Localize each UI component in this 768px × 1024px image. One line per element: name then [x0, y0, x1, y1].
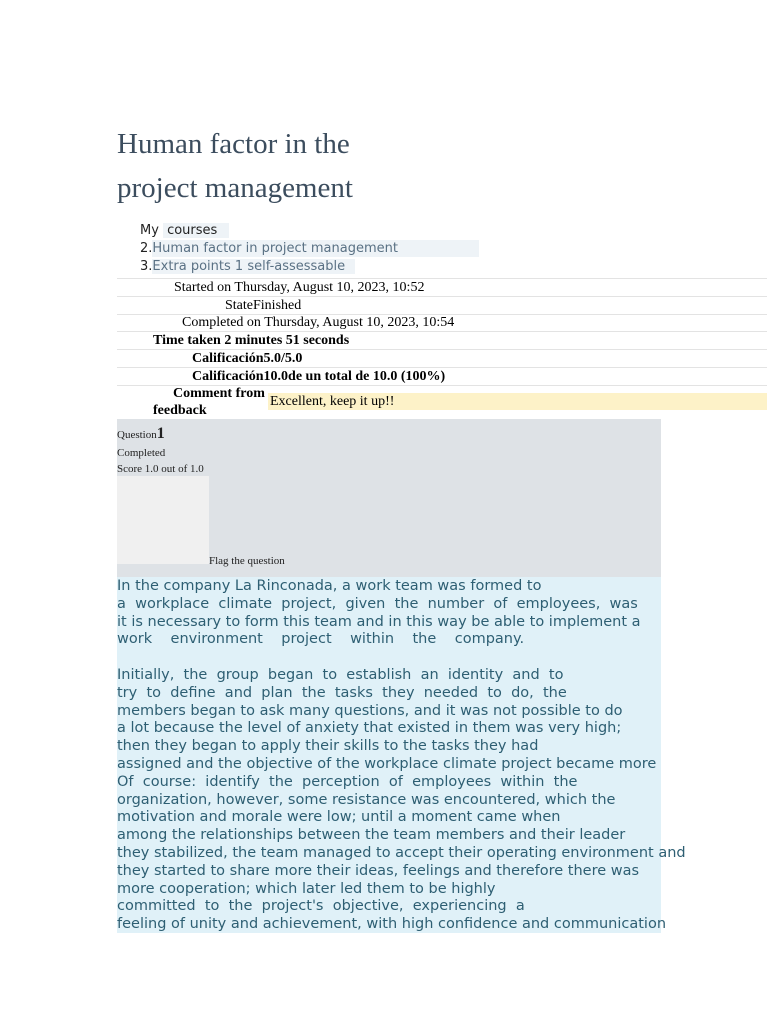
- title-line-2: project management: [117, 172, 353, 204]
- text-line: Initially, the group began to establish an identity and to: [117, 667, 564, 683]
- summary-label: Calificación: [192, 369, 264, 384]
- summary-row-started: [174, 279, 424, 296]
- question-label: Question: [117, 429, 157, 441]
- summary-label: feedback: [153, 403, 207, 418]
- breadcrumb-link-quiz[interactable]: Extra points 1 self-assessable: [152, 259, 355, 274]
- text-line: committed to the project's objective, experiencing a: [117, 898, 525, 915]
- title-line-1: Human factor in the: [117, 128, 350, 160]
- summary-label: Time taken: [153, 333, 221, 348]
- text-line: they stabilized, the team managed to accept their operating environment and: [117, 844, 686, 861]
- text-line: among the relationships between the team members and their leader: [117, 827, 626, 844]
- text-line: feeling of unity and achievement, with high confidence and communication: [117, 916, 667, 933]
- summary-label: Started on: [174, 280, 232, 295]
- feedback-value-box: [268, 393, 767, 410]
- feedback-label-line-2: [153, 402, 207, 419]
- question-paragraph-1: [117, 578, 641, 649]
- summary-value: Finished: [253, 298, 302, 313]
- text-line: a lot because the level of anxiety that existed in them was very high;: [117, 720, 622, 737]
- breadcrumb-item-my-courses[interactable]: [140, 222, 229, 239]
- text-line: assigned and the objective of the workplace climate project became more: [117, 755, 657, 772]
- summary-label: State: [225, 298, 253, 313]
- text-line: motivation and morale were low; until a moment came when: [117, 809, 561, 826]
- feedback-text: Excellent, keep it up!!: [270, 394, 395, 409]
- question-number-value: 1: [156, 425, 165, 442]
- text-line: they started to share more their ideas, feelings and therefore there was: [117, 862, 640, 879]
- breadcrumb-number: 3.: [140, 259, 153, 274]
- feedback-label-line-1: [173, 385, 265, 402]
- text-line: more cooperation; which later led them to be highly: [117, 880, 496, 897]
- summary-row-time-taken: [153, 332, 349, 349]
- summary-label: Comment from: [173, 386, 265, 401]
- breadcrumb-item-quiz[interactable]: [140, 258, 355, 275]
- summary-value: Thursday, August 10, 2023, 10:52: [234, 280, 425, 295]
- page-title: [117, 122, 537, 210]
- breadcrumb-number: 2.: [140, 241, 153, 256]
- summary-row-completed: [182, 314, 454, 331]
- text-line: a workplace climate project, given the number of employees, was: [117, 595, 638, 612]
- breadcrumb-link-course[interactable]: Human factor in project management: [152, 240, 479, 257]
- text-line: work environment project within the company.: [117, 631, 525, 648]
- summary-value: Thursday, August 10, 2023, 10:54: [264, 315, 455, 330]
- question-score: Score 1.0 out of 1.0: [117, 463, 204, 475]
- text-line: Of course: identify the perception of employees within the: [117, 773, 578, 790]
- summary-value: 2 minutes 51 seconds: [224, 333, 350, 348]
- summary-row-grade-marks: [192, 350, 302, 367]
- breadcrumb-item-course[interactable]: [140, 240, 479, 257]
- flag-question-link[interactable]: Flag the question: [209, 555, 285, 567]
- breadcrumb-text-courses: courses: [163, 223, 229, 238]
- summary-row-state: [225, 297, 301, 314]
- text-line: organization, however, some resistance was encountered, which the: [117, 791, 616, 808]
- summary-value: 10.0de un total de 10.0 (100%): [263, 369, 446, 384]
- question-paragraph-2: [117, 667, 686, 934]
- question-status: Completed: [117, 447, 166, 459]
- table-divider: [117, 296, 767, 297]
- text-line: In the company La Rinconada, a work team was formed to: [117, 578, 542, 594]
- flag-image-placeholder: [117, 476, 209, 564]
- text-line: members began to ask many questions, and it was not possible to do: [117, 702, 623, 719]
- question-number: [117, 425, 165, 443]
- text-line: then they began to apply their skills to the tasks they had: [117, 738, 539, 755]
- summary-label: Completed on: [182, 315, 261, 330]
- text-line: it is necessary to form this team and in this way be able to implement a: [117, 613, 641, 630]
- summary-value: 5.0/5.0: [263, 351, 303, 366]
- text-line: try to define and plan the tasks they needed to do, the: [117, 684, 567, 701]
- breadcrumb-text-my: My: [140, 223, 159, 238]
- summary-label: Calificación: [192, 351, 264, 366]
- summary-row-grade-total: [192, 368, 445, 385]
